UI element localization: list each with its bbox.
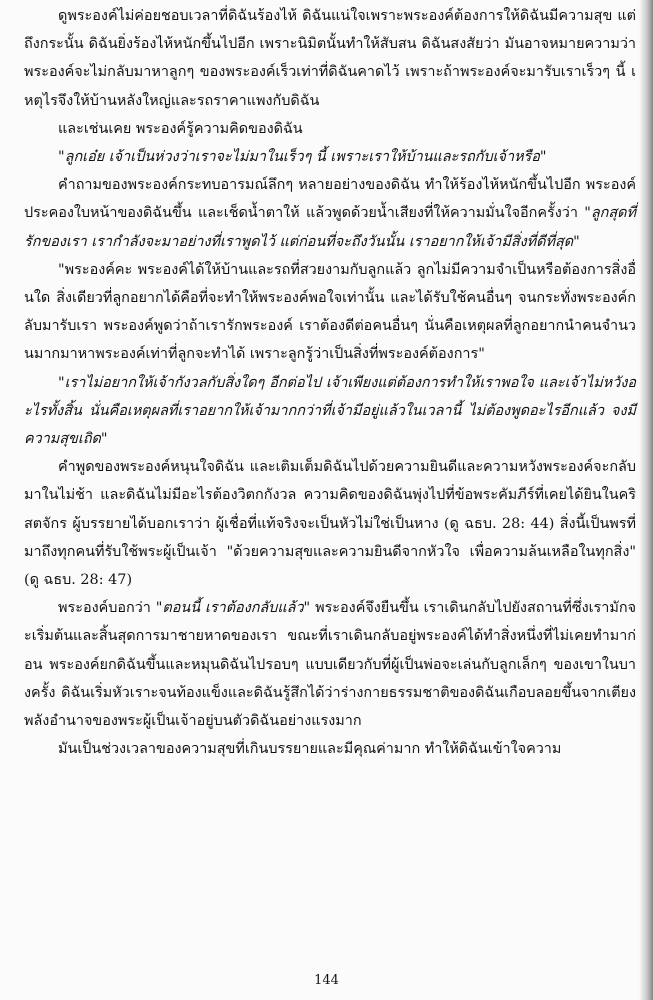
paragraph-p8 <box>24 594 636 735</box>
narration-text: พระองค์จึงยืนขึ้น เราเดินกลับไปยังสถานที่ซึ่งเรามักจะเริ่มต้นและสิ้นสุดการมาชายหาดของเรา ขณะที่เราเดินกลับอยู่พระองค์ได้ทำสิ่งหนึ่งที่ไม่เคยทำมาก่อน พระองค์ยกดิฉันขึ้นและหมุนดิฉันไปรอบๆ แบบเดียวกับที่ผู้เป็นพ่อจะเล่นกับลูกเล็กๆ ของเขาในบางครั้ง ดิฉันเริ่มหัวเราะจนท้องแข็งและดิฉันรู้สึกได้ว่าร่างกายธรรมชาติของดิฉันเกือบลอยขึ้นจากเตียง พลังอำนาจของพระผู้เป็นเจ้าอยู่บนตัวดิฉันอย่างแรงมาก <box>24 600 637 730</box>
quoted-speech: "ตอนนี้ เราต้องกลับแล้ว" <box>155 600 311 617</box>
paragraph-p7 <box>24 453 636 594</box>
narration-text: พระองค์บอกว่า <box>58 600 156 617</box>
binding-shadow <box>639 0 653 1000</box>
quoted-speech: "ลูกเอ๋ย เจ้าเป็นห่วงว่าเราจะไม่มาในเร็วๆ นี้ เพราะเราให้บ้านและรถกับเจ้าหรือ" <box>58 149 547 166</box>
quoted-speech: "ลูกสุดที่รักของเรา เรากำลังจะมาอย่างที่เราพูดไว้ แต่ก่อนที่จะถึงวันนั้น เราอยากให้เจ้ามีสิ่งที่ดีที่สุด" <box>24 205 636 250</box>
narration-text: ดูพระองค์ไม่ค่อยชอบเวลาที่ดิฉันร้องไห้ ดิฉันแน่ใจเพราะพระองค์ต้องการให้ดิฉันมีความสุข แต่ถึงกระนั้น ดิฉันยิ่งร้องไห้หนักขึ้นไปอีก เพราะนิมิตนั้นทำให้สับสน ดิฉันสงสัยว่า มันอาจหมายความว่าพระองค์จะไม่กลับมาหาลูกๆ ของพระองค์เร็วเท่าที่ดิฉันคาดไว้ เพราะถ้าพระองค์จะมารับเราเร็วๆ นี้ เหตุไรจึงให้บ้านหลังใหญ่และรถราคาแพงกับดิฉัน <box>24 8 636 109</box>
paragraph-p1 <box>24 2 636 115</box>
narration-text: "พระองค์คะ พระองค์ได้ให้บ้านและรถที่สวยงามกับลูกแล้ว ลูกไม่มีความจำเป็นหรือต้องการสิ่งอื่นใด สิ่งเดียวที่ลูกอยากได้คือที่จะทำให้พระองค์พอใจเท่านั้น และได้รับใช้คนอื่นๆ จนกระทั่งพระองค์กลับมารับเรา พระองค์พูดว่าถ้าเรารักพระองค์ เราต้องดีต่อคนอื่นๆ นั่นคือเหตุผลที่ลูกอยากนำคนจำนวนมากมาหาพระองค์เท่าที่ลูกจะทำได้ เพราะลูกรู้ว่าเป็นสิ่งที่พระองค์ต้องการ" <box>24 261 636 363</box>
body-text <box>24 2 636 763</box>
narration-text: และเช่นเคย พระองค์รู้ความคิดของดิฉัน <box>58 120 303 137</box>
paragraph-p9 <box>24 735 636 763</box>
narration-text: มันเป็นช่วงเวลาของความสุขที่เกินบรรยายและมีคุณค่ามาก ทำให้ดิฉันเข้าใจความ <box>58 741 562 758</box>
narration-text: คำถามของพระองค์กระทบอารมณ์ลึกๆ หลายอย่างของดิฉัน ทำให้ร้องไห้หนักขึ้นไปอีก พระองค์ประคองใบหน้าของดิฉันขึ้น และเช็ดน้ำตาให้ แล้วพูดด้วยน้ำเสียงที่ให้ความมั่นใจอีกครั้งว่า <box>24 177 636 222</box>
narration-text: คำพูดของพระองค์หนุนใจดิฉัน และเติมเต็มดิฉันไปด้วยความยินดีและความหวังพระองค์จะกลับมาในไม่ช้า และดิฉันไม่มีอะไรต้องวิตกกังวล ความคิดของดิฉันพุ่งไปที่ข้อพระคัมภีร์ที่เคยได้ยินในคริสตจักร ผู้บรรยายได้บอกเราว่า ผู้เชื่อที่แท้จริงจะเป็นหัวไม่ใช่เป็นหาง (ดู ฉธบ. 28: 44) สิ่งนี้เป็นพรที่มาถึงทุกคนที่รับใช้พระผู้เป็นเจ้า "ด้วยความสุขและความยินดีจากหัวใจ เพื่อความล้นเหลือในทุกสิ่ง" (ดู ฉธบ. 28: 47) <box>24 459 636 589</box>
paragraph-p2 <box>24 115 636 143</box>
paragraph-p4 <box>24 171 636 256</box>
paragraph-p3 <box>24 143 636 171</box>
quoted-speech: "เราไม่อยากให้เจ้ากังวลกับสิ่งใดๆ อีกต่อไป เจ้าเพียงแต่ต้องการทำให้เราพอใจ และเจ้าไม่หวังอะไรทั้งสิ้น นั่นคือเหตุผลที่เราอยากให้เจ้ามากกว่าที่เจ้ามีอยู่แล้วในเวลานี้ ไม่ต้องพูดอะไรอีกแล้ว จงมีความสุขเถิด" <box>24 374 636 448</box>
paragraph-p6 <box>24 369 636 454</box>
paragraph-p5 <box>24 256 636 369</box>
page-number: 144 <box>314 973 339 988</box>
